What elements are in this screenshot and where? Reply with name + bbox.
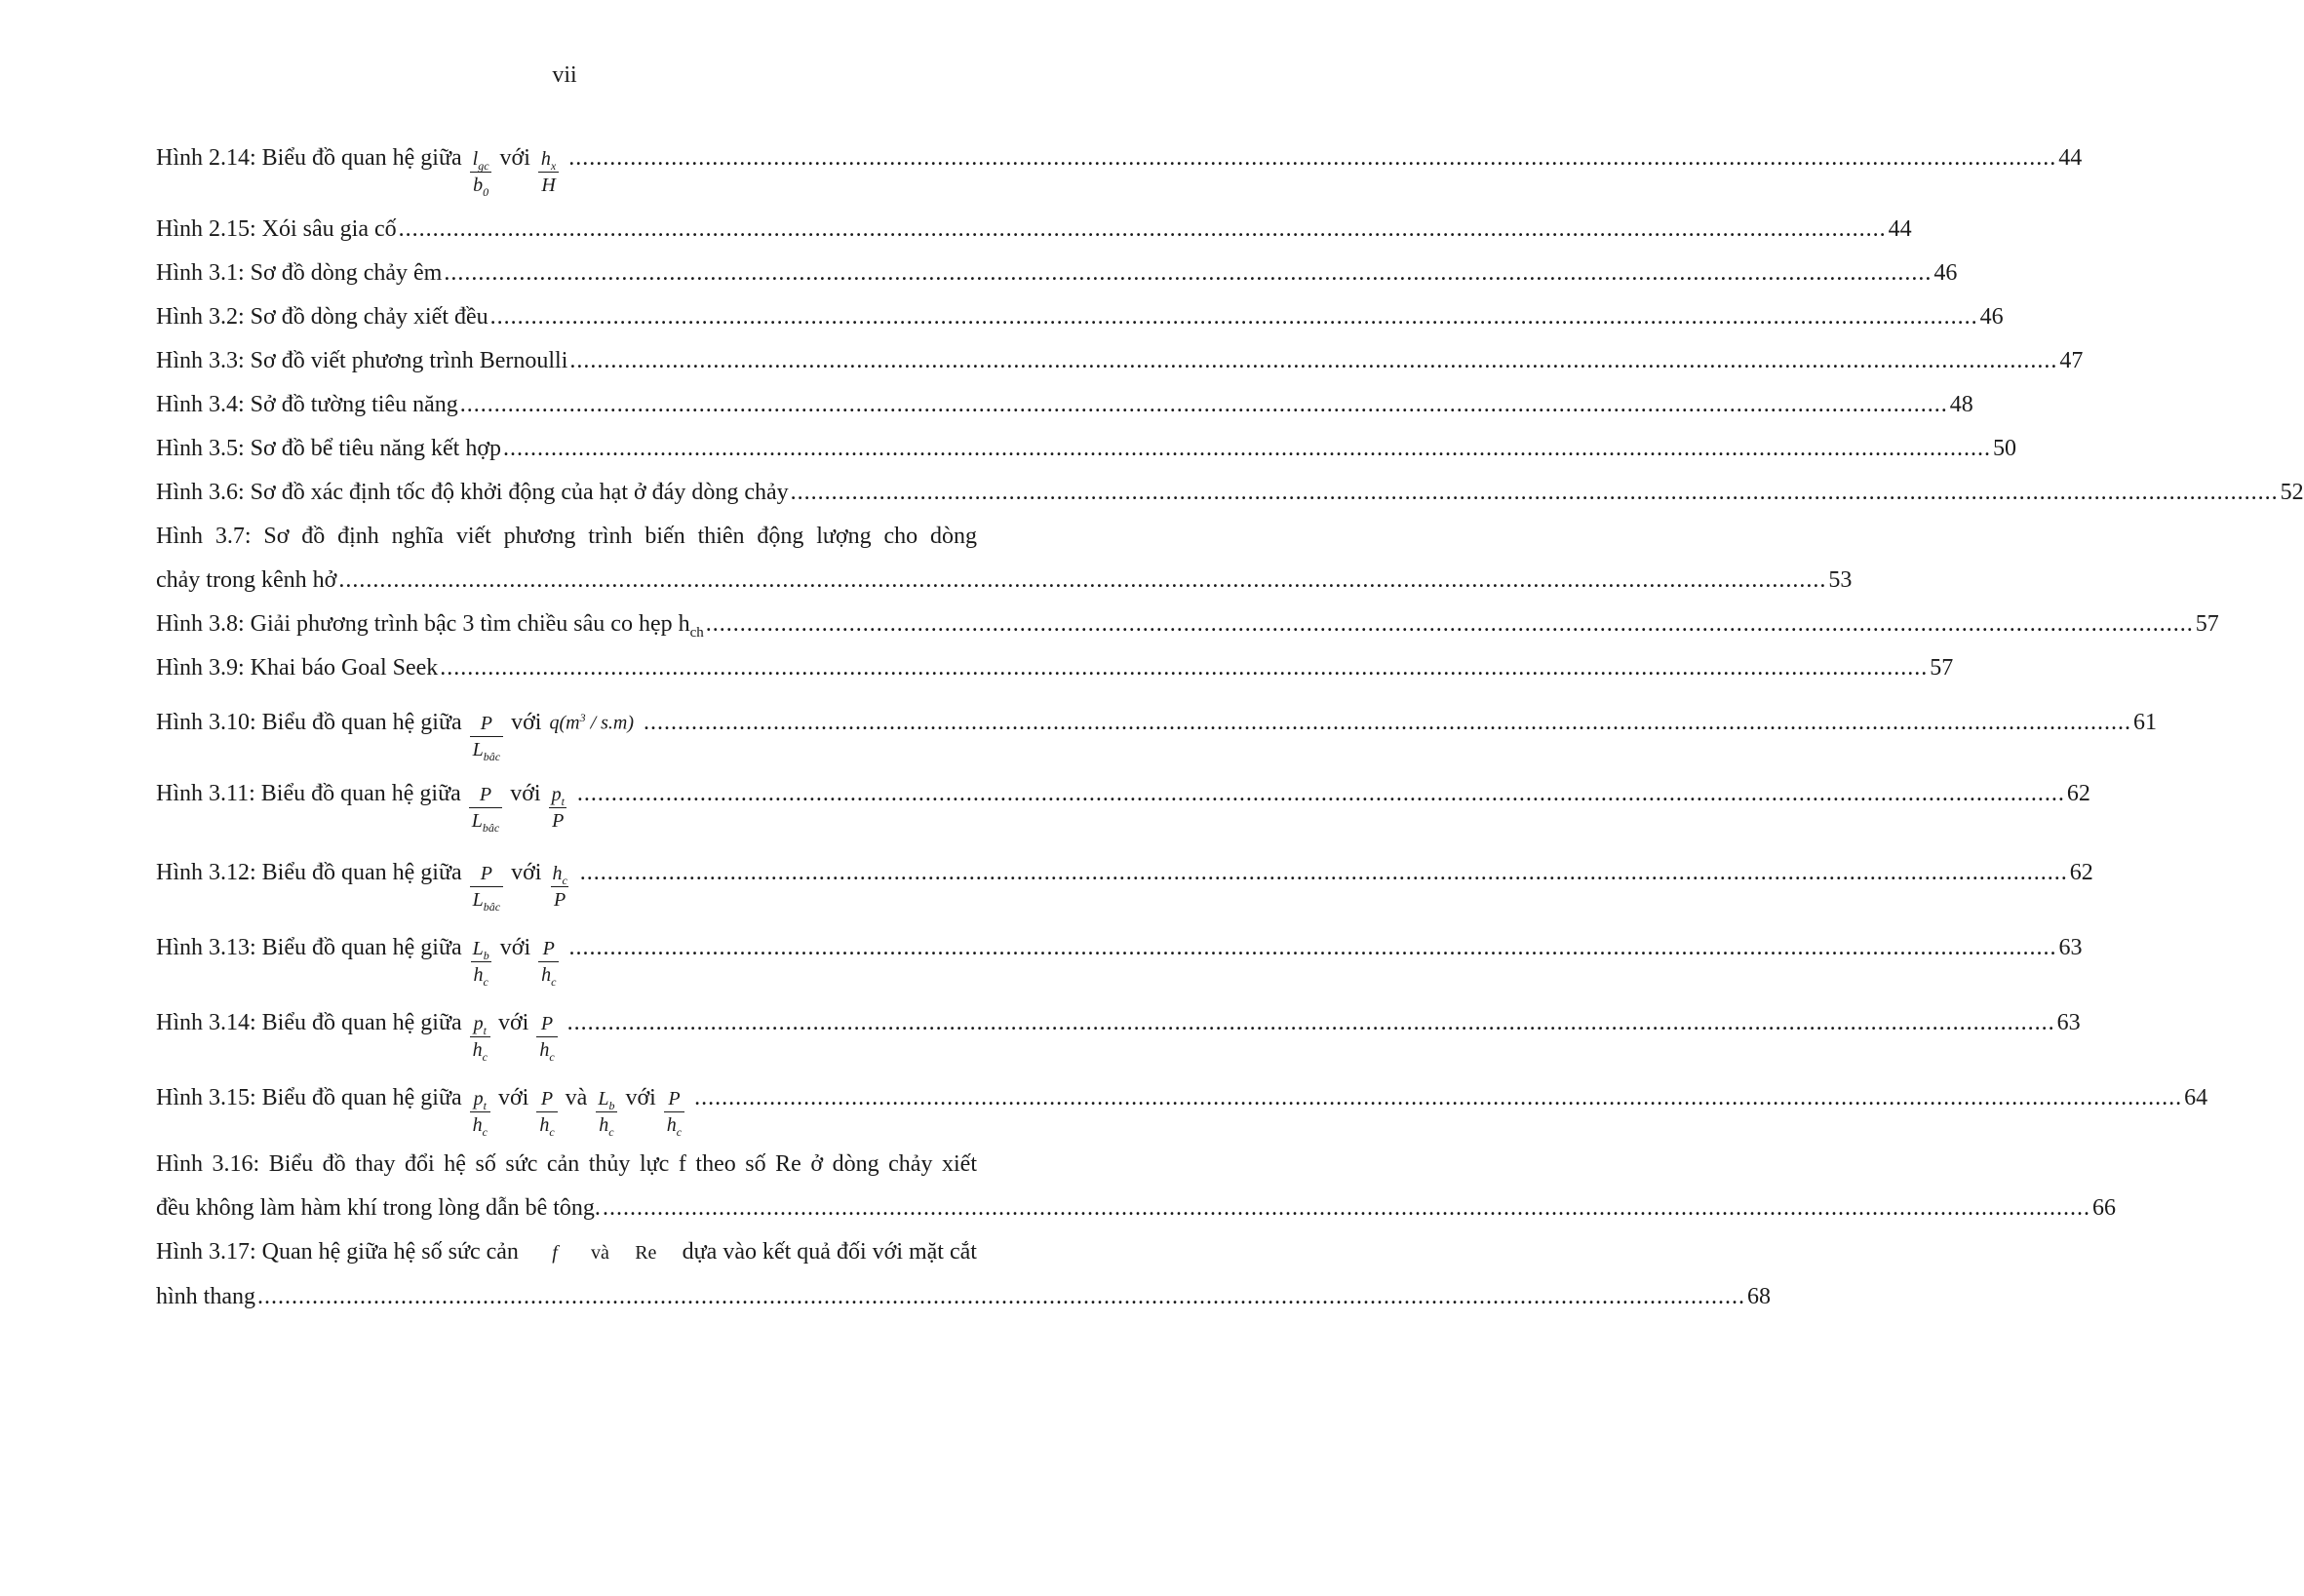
resistance-symbol: f [552,1242,558,1264]
entry-label-line1: Hình 3.7: Sơ đồ định nghĩa viết phương trình biến thiên động lượng cho dòng [156,524,977,549]
entry-page: 62 [2066,781,2090,806]
entry-connector: với [499,145,530,171]
entry-page: 48 [1949,392,1973,417]
entry-page: 57 [1930,655,1954,681]
dot-leader: .......................................................................................................................................................................................................................... [569,348,2058,373]
entry-label: Hình 3.13: Biểu đồ quan hệ giữa [156,935,462,960]
flow-rate-expression: $q(m^3 / s.m)$ [549,711,635,734]
reynolds-symbol: Re [635,1242,657,1264]
entry-page: 44 [1888,216,1912,242]
toc-entry-3-1[interactable] [156,252,1958,295]
dot-leader: .......................................................................................................................................................................................................................... [440,655,1929,681]
fraction: $\frac{P}{h_c}$ [536,1011,557,1063]
toc-entry-3-16[interactable] [156,1143,2116,1230]
entry-page: 57 [2195,611,2219,637]
entry-label-part: Hình 3.17: Quan hệ giữa hệ số sức cản [156,1239,519,1265]
toc-entry-3-17[interactable] [156,1230,1771,1319]
entry-page: 62 [2069,860,2093,885]
entry-label: Hình 3.9: Khai báo Goal Seek [156,655,439,681]
dot-leader: .......................................................................................................................................................................................................................... [579,860,2068,885]
toc-entry-3-2[interactable] [156,295,2004,339]
fraction: $\frac{P}{h_c}$ [536,1086,557,1138]
fraction: $\frac{h_c}{P}$ [552,863,567,911]
dot-leader: .......................................................................................................................................................................................................................... [705,611,2194,637]
entry-connector-and: và [565,1085,588,1110]
dot-leader: .......................................................................................................................................................................................................................... [566,1010,2055,1035]
entry-label: Hình 2.14: Biểu đồ quan hệ giữa [156,145,462,171]
toc-entry-3-9[interactable] [156,646,1954,690]
toc-entry-2-14[interactable] [156,136,2083,199]
fraction: $\frac{p_t}{P}$ [549,782,567,834]
entry-page: 63 [2056,1010,2081,1035]
entry-page: 47 [2059,348,2084,373]
entry-label: Hình 3.15: Biểu đồ quan hệ giữa [156,1085,462,1110]
dot-leader: .......................................................................................................................................................................................................................... [489,304,1978,330]
toc-entry-3-7[interactable] [156,515,1853,603]
entry-page: 50 [1993,436,2017,461]
entry-page: 63 [2058,935,2083,960]
entry-page: 68 [1747,1284,1771,1309]
entry-label-line2: đều không làm hàm khí trong lòng dẫn bê tông. [156,1195,601,1221]
fraction: $\frac{L_b}{h_c}$ [470,936,492,988]
toc-entry-3-6[interactable] [156,471,2304,515]
entry-label-line2: hình thang [156,1284,255,1309]
fraction: $\frac{P}{h_c}$ [664,1086,684,1138]
entry-label: Hình 3.11: Biểu đồ quan hệ giữa [156,781,461,806]
dot-leader: .......................................................................................................................................................................................................................... [503,436,1992,461]
dot-leader: .......................................................................................................................................................................................................................... [398,216,1887,242]
entry-connector: với [499,935,531,960]
entry-page: 61 [2133,709,2158,735]
dot-leader: .......................................................................................................................................................................................................................... [568,145,2057,171]
toc-entry-3-12[interactable] [156,851,2093,914]
entry-label-part: dựa vào kết quả đối với mặt cắt [682,1239,977,1265]
entry-label: Hình 3.12: Biểu đồ quan hệ giữa [156,860,462,885]
fraction: $\frac{P}{L_{bâc}}$ [469,782,502,834]
entry-label: Hình 3.10: Biểu đồ quan hệ giữa [156,709,462,735]
dot-leader: .......................................................................................................................................................................................................................... [444,260,1933,286]
entry-label: Hình 3.8: Giải phương trình bậc 3 tìm chiều sâu co hẹp $h_{ch}$ [156,611,704,641]
toc-entry-3-5[interactable] [156,427,2017,471]
toc-entry-3-14[interactable] [156,1001,2081,1064]
entry-connector: với [511,860,542,885]
dot-leader: .......................................................................................................................................................................................................................... [338,567,1827,593]
entry-page: 66 [2091,1195,2116,1221]
toc-entry-3-10[interactable] [156,696,2158,763]
entry-connector-and: và [591,1242,609,1264]
fraction: $\frac{P}{h_c}$ [538,936,559,988]
toc-entry-3-11[interactable] [156,772,2090,835]
entry-label: Hình 2.15: Xói sâu gia cố [156,216,397,242]
entry-label: Hình 3.3: Sơ đồ viết phương trình Bernoulli [156,348,568,373]
fraction: $\frac{P}{L_{bâc}}$ [470,861,503,913]
dot-leader: .......................................................................................................................................................................................................................... [694,1085,2183,1110]
toc-entry-3-3[interactable] [156,339,2084,383]
entry-page: 52 [2280,480,2304,505]
dot-leader: .......................................................................................................................................................................................................................... [568,935,2057,960]
entry-label: Hình 3.2: Sơ đồ dòng chảy xiết đều [156,304,488,330]
dot-leader: .......................................................................................................................................................................................................................... [459,392,1948,417]
toc-entry-3-13[interactable] [156,926,2083,989]
entry-connector: với [625,1085,656,1110]
entry-page: 44 [2058,145,2083,171]
entry-connector: với [511,709,542,735]
entry-label: Hình 3.4: Sở đồ tường tiêu năng [156,392,458,417]
dot-leader: .......................................................................................................................................................................................................................... [602,1195,2090,1221]
dot-leader: .......................................................................................................................................................................................................................... [790,480,2279,505]
entry-page: 46 [1933,260,1958,286]
dot-leader: .......................................................................................................................................................................................................................... [644,709,2132,735]
toc-entry-2-15[interactable] [156,208,1912,252]
fraction: $\frac{l_{gc}}{b_0}$ [470,146,492,198]
toc-entry-3-4[interactable] [156,383,1973,427]
entry-page: 46 [1979,304,2004,330]
entry-label: Hình 3.5: Sơ đồ bể tiêu năng kết hợp [156,436,502,461]
page-number: vii [552,62,577,88]
dot-leader: .......................................................................................................................................................................................................................... [257,1284,1745,1309]
entry-label: Hình 3.14: Biểu đồ quan hệ giữa [156,1010,462,1035]
entry-label: Hình 3.1: Sơ đồ dòng chảy êm [156,260,443,286]
entry-label: Hình 3.6: Sơ đồ xác định tốc độ khởi động của hạt ở đáy dòng chảy [156,480,789,505]
fraction: $\frac{p_t}{h_c}$ [470,1086,490,1138]
entry-label-line2: chảy trong kênh hở [156,567,337,593]
toc-entry-3-15[interactable] [156,1076,2208,1139]
dot-leader: .......................................................................................................................................................................................................................... [576,781,2065,806]
entry-connector: với [497,1010,529,1035]
fraction: $\frac{L_b}{h_c}$ [595,1086,617,1138]
entry-page: 53 [1828,567,1853,593]
entry-connector: với [510,781,541,806]
fraction: $\frac{p_t}{h_c}$ [470,1011,490,1063]
entry-connector: với [497,1085,529,1110]
entry-page: 64 [2184,1085,2208,1110]
fraction: $\frac{P}{L_{bâc}}$ [470,711,503,762]
fraction: $\frac{h_x}{H}$ [538,146,559,198]
entry-label-line1: Hình 3.16: Biểu đồ thay đổi hệ số sức cản thủy lực f theo số Re ở dòng chảy xiết [156,1151,977,1177]
